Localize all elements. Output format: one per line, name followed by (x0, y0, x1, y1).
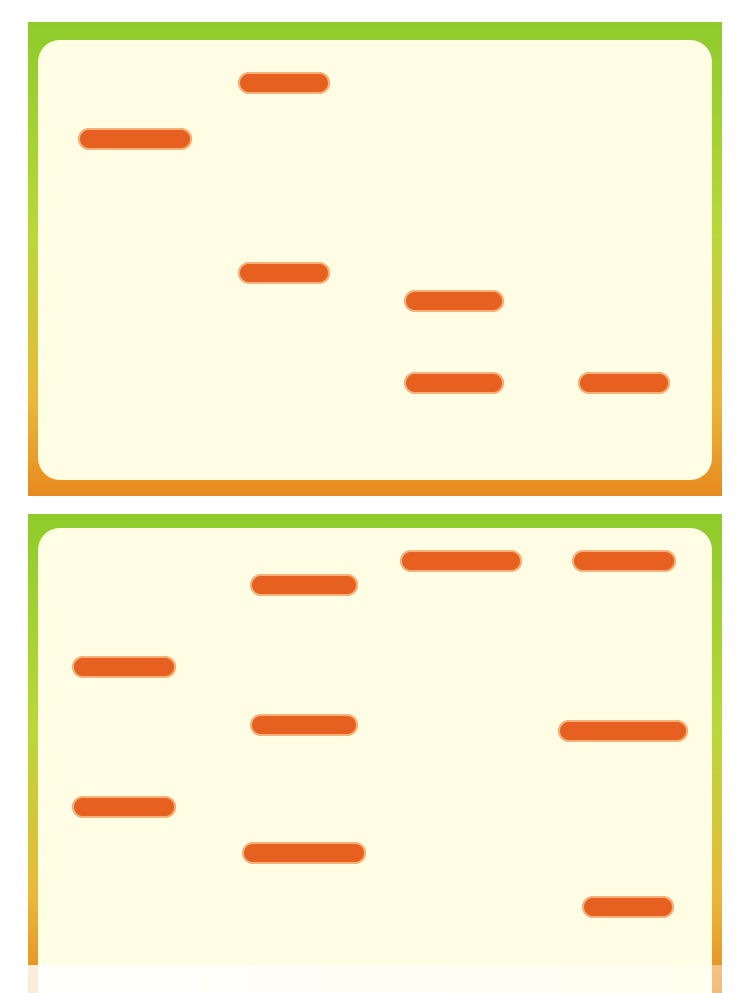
drink-header (238, 262, 330, 284)
steam-header (572, 550, 676, 572)
mom-header (400, 550, 522, 572)
wine-header (238, 72, 330, 94)
night-snack-header (78, 128, 192, 150)
top-menu-inner (38, 40, 712, 480)
juice-header (404, 290, 504, 312)
bottom-menu-inner (38, 528, 712, 993)
beer-header (404, 372, 504, 394)
pot-header (242, 842, 366, 864)
chef-header (250, 574, 358, 596)
snack-header (582, 896, 674, 918)
signature-header (72, 656, 176, 678)
side-dish-header (72, 796, 176, 818)
watermark-bar (0, 965, 755, 993)
tip-header (578, 372, 670, 394)
braise-header (558, 720, 688, 742)
bottom-menu-panel (28, 514, 722, 993)
season-header (250, 714, 358, 736)
top-menu-panel (28, 22, 722, 496)
